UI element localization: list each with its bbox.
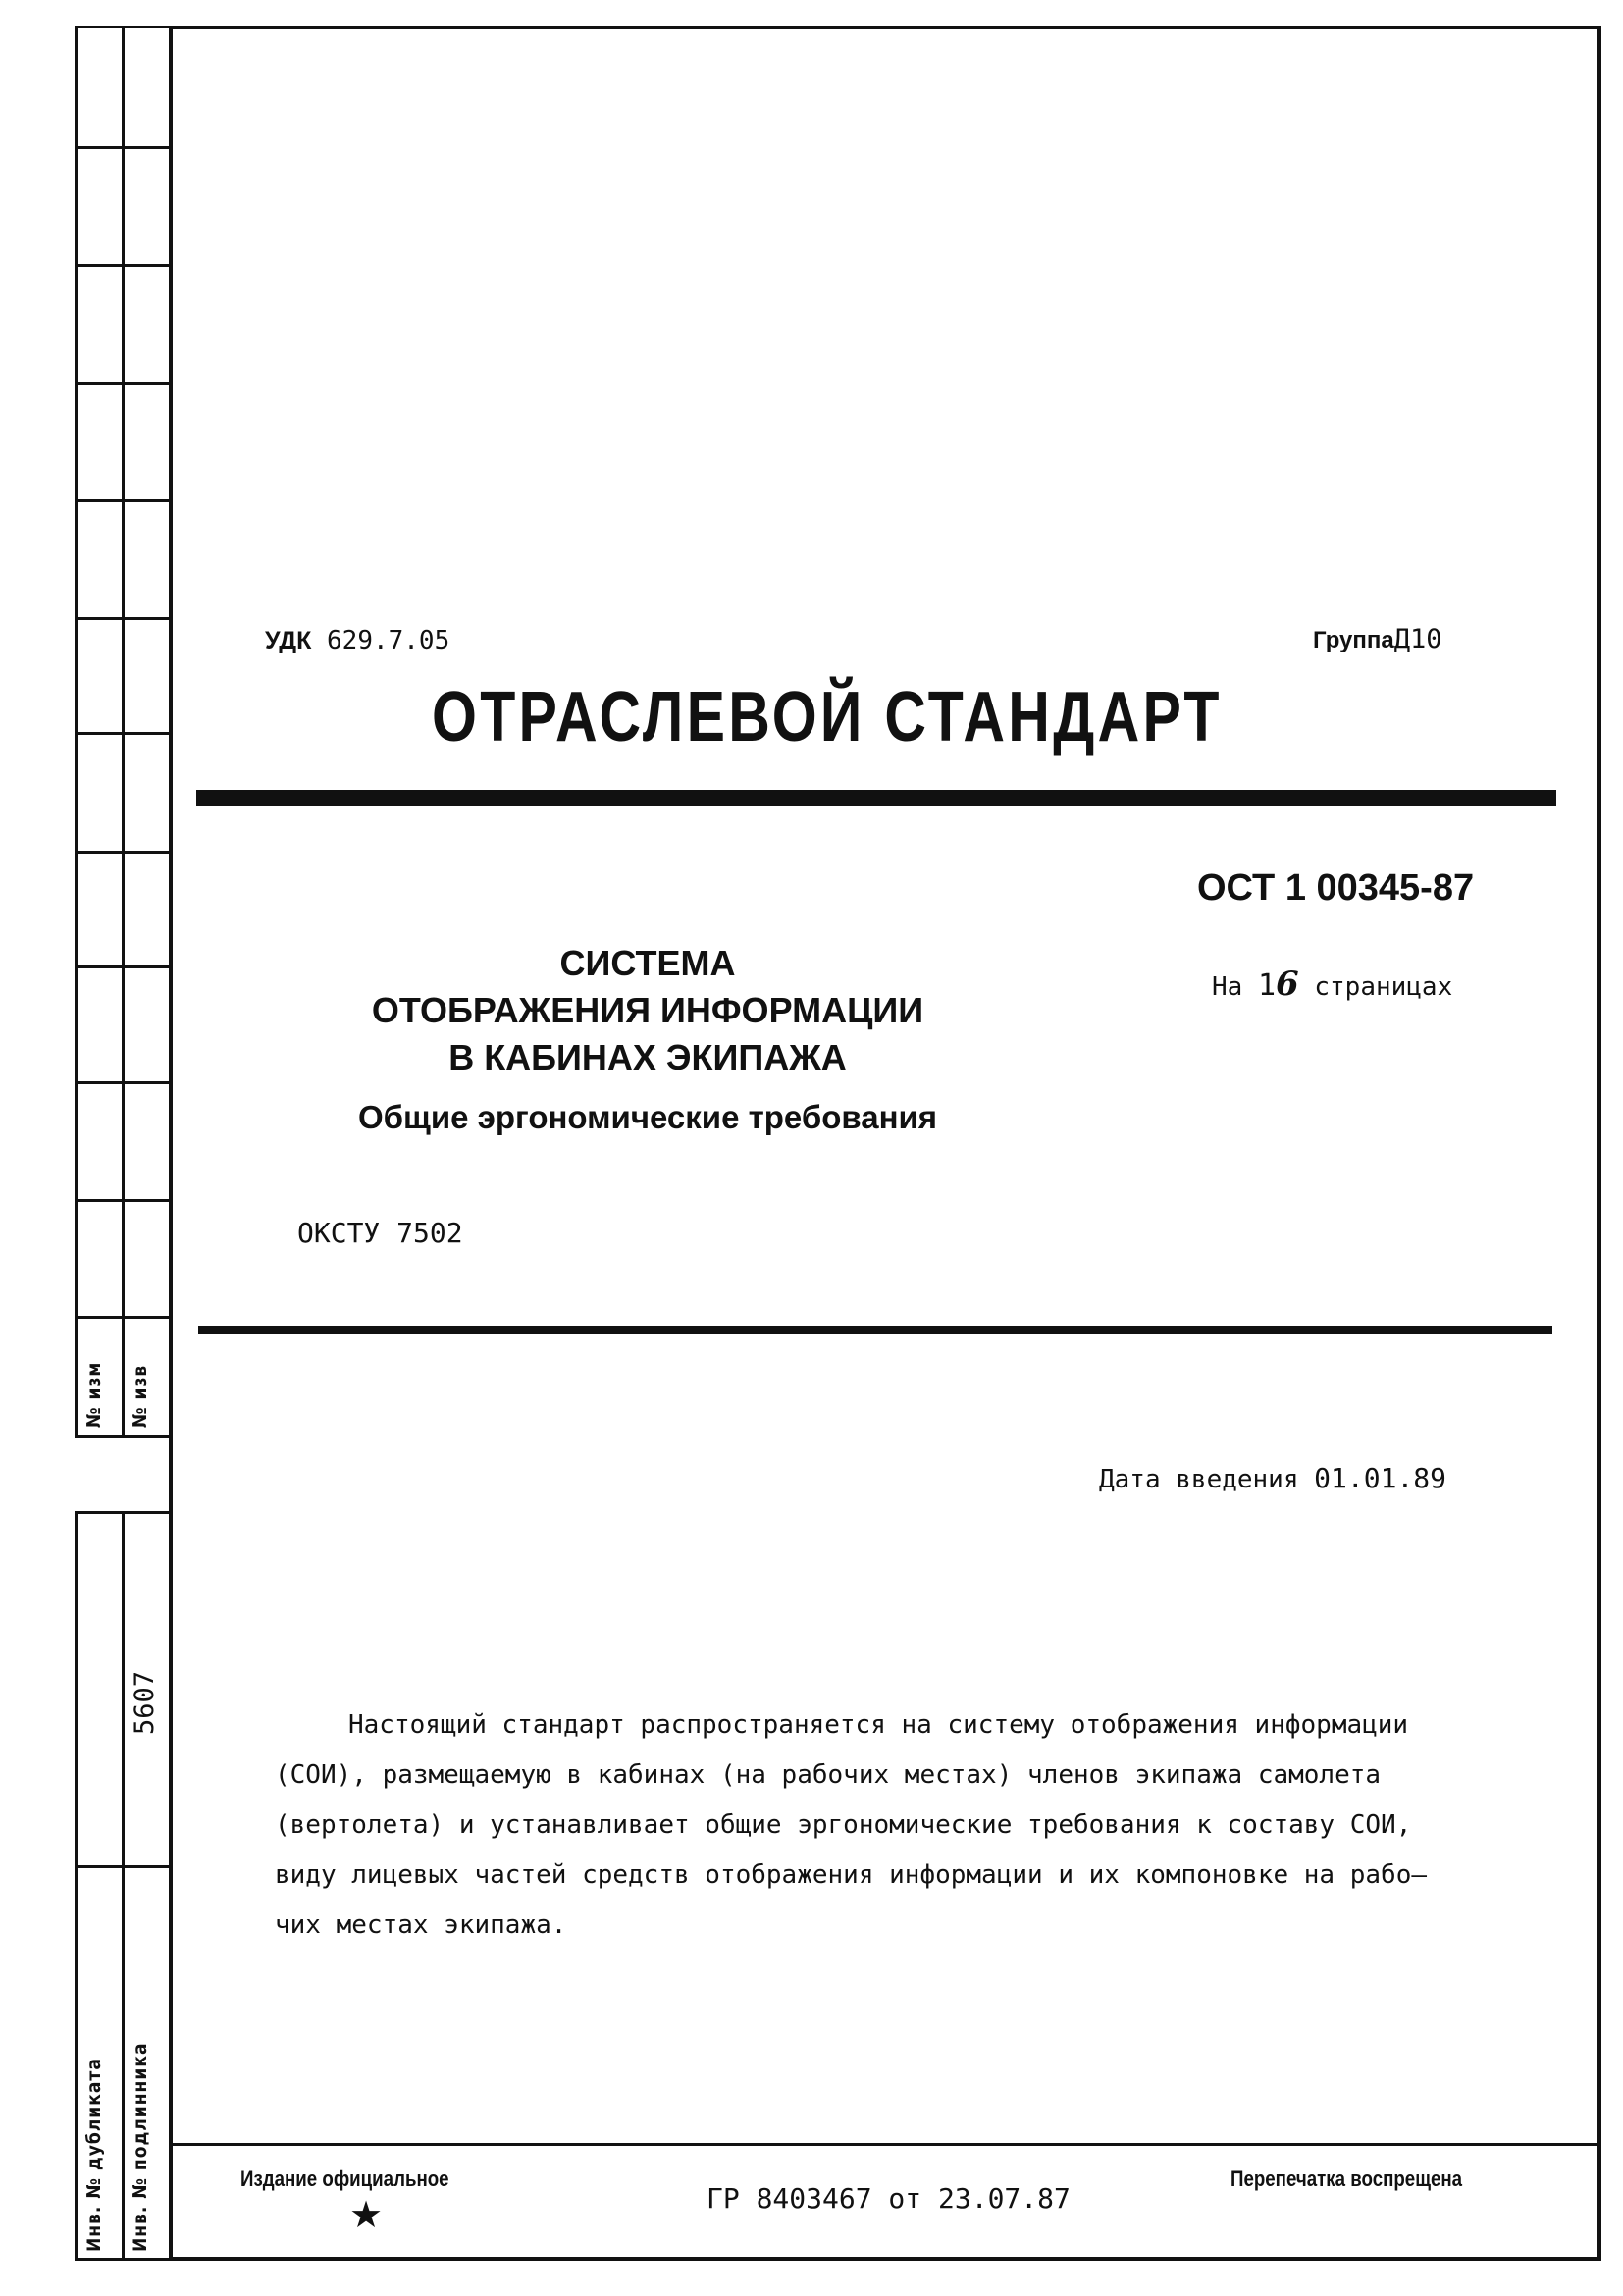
margin-row-line xyxy=(78,146,169,149)
paragraph-line: Настоящий стандарт распространяется на систему отображения информации xyxy=(348,1710,1409,1740)
margin-row-line xyxy=(78,1316,169,1319)
margin-row-line xyxy=(78,1199,169,1202)
udk-label: УДК xyxy=(265,627,312,654)
footer-rule xyxy=(169,2143,1601,2146)
pages-handwritten-digit: 6 xyxy=(1276,965,1299,1004)
pages-printed-digit: 1 xyxy=(1257,968,1277,1003)
group-label: Группа xyxy=(1313,627,1394,653)
date-label: Дата введения xyxy=(1099,1465,1299,1494)
margin-row-line xyxy=(78,382,169,385)
margin-table-top xyxy=(75,26,169,1438)
udk-value: 629.7.05 xyxy=(327,626,450,655)
heading-rule xyxy=(196,790,1556,806)
udk-code xyxy=(265,626,449,655)
margin-row-line xyxy=(78,965,169,968)
margin-izv-label: № изв xyxy=(130,1364,151,1428)
margin-table-bottom xyxy=(75,1511,169,2261)
margin-row-line xyxy=(78,851,169,854)
margin-row-line xyxy=(78,499,169,502)
title-line-1: СИСТЕМА xyxy=(559,943,736,983)
pages-prefix: На xyxy=(1212,972,1243,1002)
scope-paragraph xyxy=(275,1700,1442,1951)
margin-row-line xyxy=(78,264,169,267)
date-value: 01.01.89 xyxy=(1314,1462,1447,1494)
margin-row-line xyxy=(78,1865,169,1868)
margin-row-line xyxy=(78,1081,169,1084)
inventory-number: 5607 xyxy=(130,1670,160,1735)
page-count xyxy=(1212,965,1452,1004)
group-value: Д10 xyxy=(1393,624,1442,654)
oksty-code: ОКСТУ 7502 xyxy=(297,1217,463,1249)
star-icon: ★ xyxy=(349,2193,384,2236)
margin-column-divider xyxy=(122,1514,125,2258)
paragraph-line: чих местах экипажа. xyxy=(275,1910,567,1940)
margin-izm-label: № изм xyxy=(83,1361,105,1428)
title-subtitle: Общие эргономические требования xyxy=(357,1099,938,1135)
title-line-2: ОТОБРАЖЕНИЯ ИНФОРМАЦИИ xyxy=(371,990,924,1030)
title-line-3: В КАБИНАХ ЭКИПАЖА xyxy=(448,1037,847,1077)
introduction-date xyxy=(1099,1462,1446,1494)
standard-designation: ОСТ 1 00345-87 xyxy=(1197,867,1475,909)
standard-title xyxy=(324,940,971,1142)
document-heading: ОТРАСЛЕВОЙ СТАНДАРТ xyxy=(432,678,1223,757)
group-code xyxy=(1313,624,1442,654)
registration-number: ГР 8403467 от 23.07.87 xyxy=(707,2182,1071,2215)
section-rule xyxy=(198,1326,1552,1334)
paragraph-line: виду лицевых частей средств отображения информации и их компоновке на рабо– xyxy=(275,1860,1427,1890)
paragraph-line: (СОИ), размещаемую в кабинах (на рабочих местах) членов экипажа самолета xyxy=(275,1760,1382,1790)
reprint-prohibited-label: Перепечатка воспрещена xyxy=(1230,2166,1463,2191)
margin-original-label: Инв. № подлинника xyxy=(130,2042,151,2252)
margin-row-line xyxy=(78,732,169,735)
margin-row-line xyxy=(78,617,169,620)
paragraph-line: (вертолета) и устанавливает общие эргономические требования к составу СОИ, xyxy=(275,1810,1412,1840)
margin-duplicate-label: Инв. № дубликата xyxy=(83,2058,105,2252)
pages-suffix: страницах xyxy=(1314,972,1453,1002)
official-edition-label: Издание официальное xyxy=(240,2166,449,2191)
